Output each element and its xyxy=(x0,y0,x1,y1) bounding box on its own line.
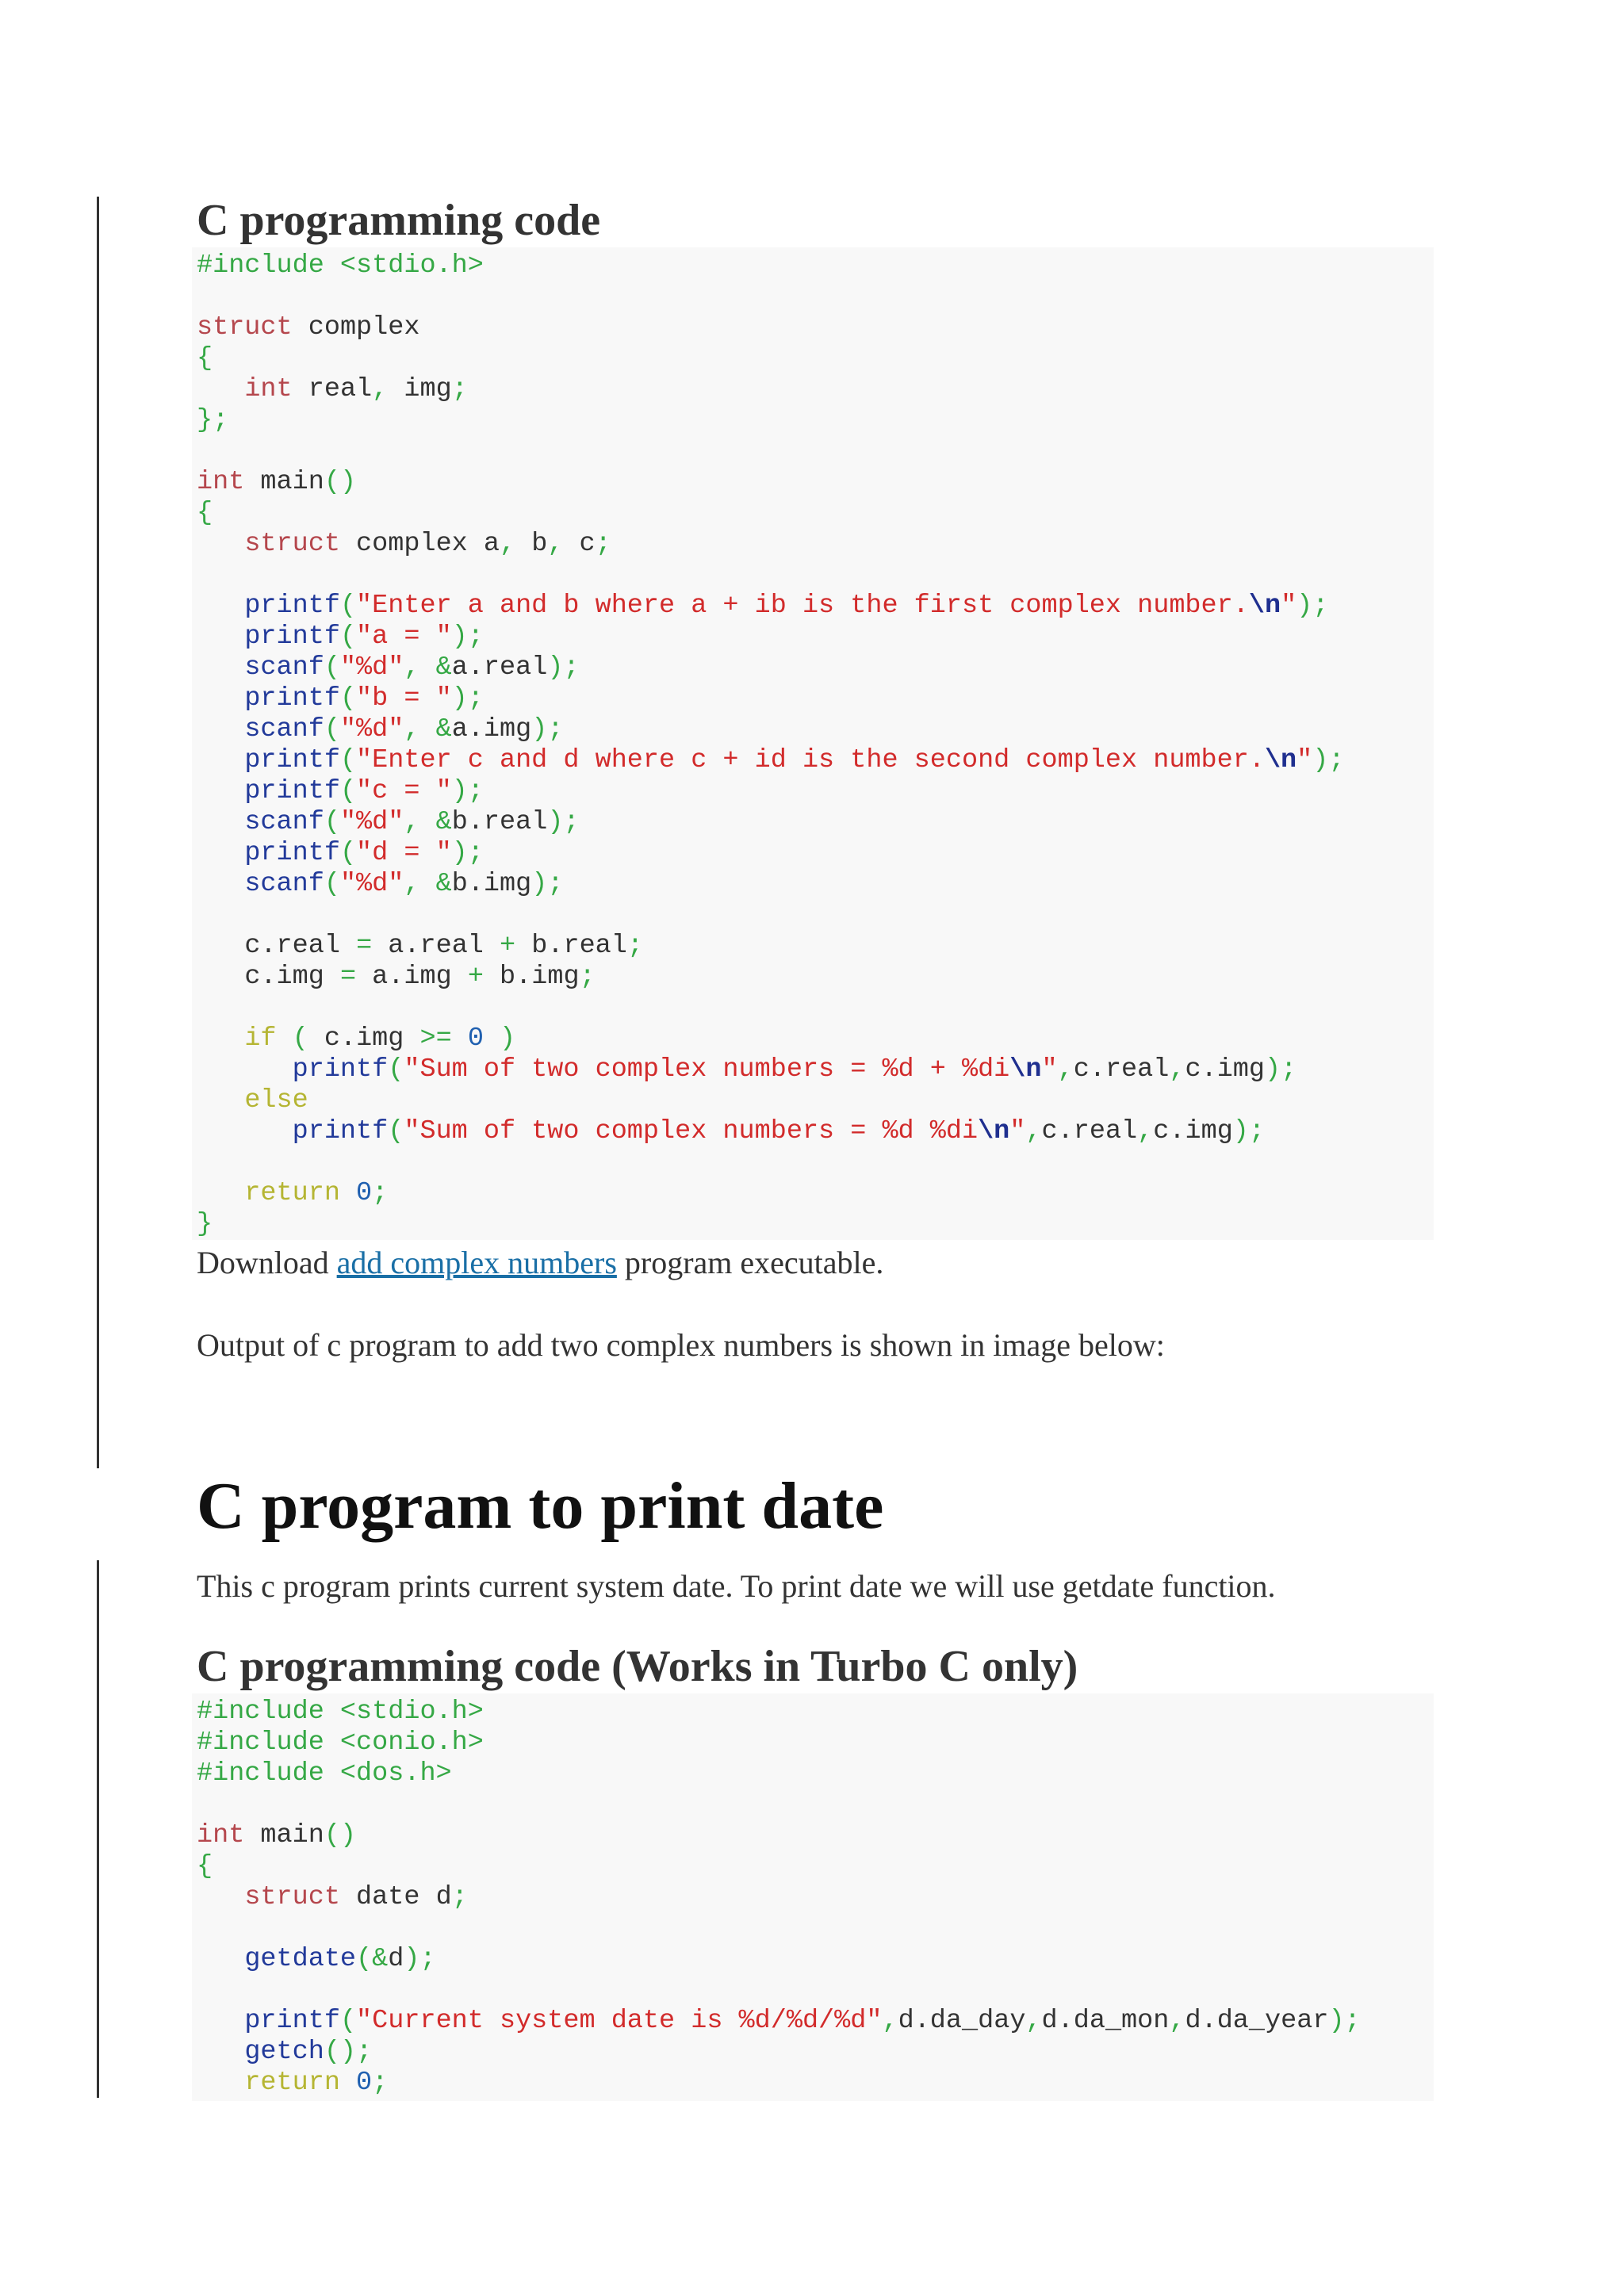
complex-code-line xyxy=(192,560,1434,591)
date-code-line: #include <conio.h> xyxy=(197,1728,484,1758)
date-code-line: printf("Current system date is %d/%d/%d",d.da_day,d.da_mon,d.da_year); xyxy=(244,2006,1361,2036)
page-title: C program to print date xyxy=(197,1469,884,1543)
complex-code-line: printf("c = "); xyxy=(244,776,484,806)
complex-code-line: }; xyxy=(197,405,229,435)
complex-code-line: printf("Sum of two complex numbers = %d %di\n",c.real,c.img); xyxy=(292,1116,1266,1146)
download-prefix: Download xyxy=(197,1245,337,1280)
complex-code-line: struct complex xyxy=(197,312,420,342)
complex-code-line xyxy=(192,993,1434,1024)
intro-paragraph: This c program prints current system date. To print date we will use getdate function. xyxy=(197,1568,1276,1604)
intro-paragraph-wrap xyxy=(197,1567,1434,1606)
complex-code-line: else xyxy=(244,1085,308,1115)
complex-code-line: } xyxy=(197,1209,213,1239)
date-code-line: int main() xyxy=(197,1820,357,1850)
section2-heading-wrap xyxy=(197,1641,1434,1692)
download-paragraph-wrap xyxy=(197,1243,1434,1283)
section2-heading: C programming code (Works in Turbo C only) xyxy=(197,1642,1078,1691)
download-suffix: program executable. xyxy=(616,1245,884,1280)
complex-code-line: { xyxy=(197,498,213,528)
date-code-line xyxy=(192,1789,1434,1820)
complex-code-line: c.img = a.img + b.img; xyxy=(244,962,596,992)
date-code-line: getch(); xyxy=(244,2037,373,2067)
date-code-line xyxy=(192,1975,1434,2006)
complex-code-line: printf("Sum of two complex numbers = %d + %di\n",c.real,c.img); xyxy=(292,1054,1297,1085)
date-code-line: struct date d; xyxy=(244,1882,468,1912)
complex-code-line: #include <stdio.h> xyxy=(197,251,484,281)
complex-code-line: printf("a = "); xyxy=(244,622,484,652)
section2-title-wrap xyxy=(197,1468,1434,1544)
complex-code-line: scanf("%d", &b.real); xyxy=(244,807,580,837)
section1-heading-wrap xyxy=(197,195,1434,246)
left-rule-bottom xyxy=(97,1560,99,2098)
download-paragraph xyxy=(197,1243,1434,1283)
complex-code-line: printf("b = "); xyxy=(244,683,484,714)
complex-code-line xyxy=(192,436,1434,467)
date-code-line: return 0; xyxy=(244,2068,389,2098)
complex-code-line: printf("d = "); xyxy=(244,838,484,868)
date-code-line: #include <dos.h> xyxy=(197,1758,452,1789)
complex-code-line: struct complex a, b, c; xyxy=(244,529,611,559)
complex-code-line xyxy=(192,281,1434,312)
complex-code-line: scanf("%d", &b.img); xyxy=(244,869,564,899)
date-code-line: #include <stdio.h> xyxy=(197,1697,484,1727)
complex-code-line xyxy=(192,1147,1434,1178)
complex-code-line: c.real = a.real + b.real; xyxy=(244,931,643,961)
section1-heading: C programming code xyxy=(197,196,601,245)
date-code-line xyxy=(192,1913,1434,1944)
complex-code-line: scanf("%d", &a.img); xyxy=(244,714,564,744)
output-paragraph: Output of c program to add two complex numbers is shown in image below: xyxy=(197,1327,1165,1363)
left-rule-top xyxy=(97,197,99,1468)
code-block-date xyxy=(192,1693,1434,2101)
output-paragraph-wrap xyxy=(197,1326,1434,1365)
date-code-line: getdate(&d); xyxy=(244,1944,436,1974)
complex-code-line: int main() xyxy=(197,467,357,497)
complex-code-line: int real, img; xyxy=(244,374,468,404)
complex-code-line: { xyxy=(197,343,213,373)
complex-code-line: printf("Enter a and b where a + ib is the first complex number.\n"); xyxy=(244,591,1329,621)
date-code-line: { xyxy=(197,1851,213,1881)
code-block-complex xyxy=(192,247,1434,1240)
complex-code-line xyxy=(192,900,1434,931)
complex-code-line: printf("Enter c and d where c + id is the second complex number.\n"); xyxy=(244,745,1345,775)
download-link[interactable]: add complex numbers xyxy=(336,1245,617,1280)
complex-code-line: scanf("%d", &a.real); xyxy=(244,652,580,683)
complex-code-line: return 0; xyxy=(244,1178,389,1208)
complex-code-line: if ( c.img >= 0 ) xyxy=(244,1024,516,1054)
